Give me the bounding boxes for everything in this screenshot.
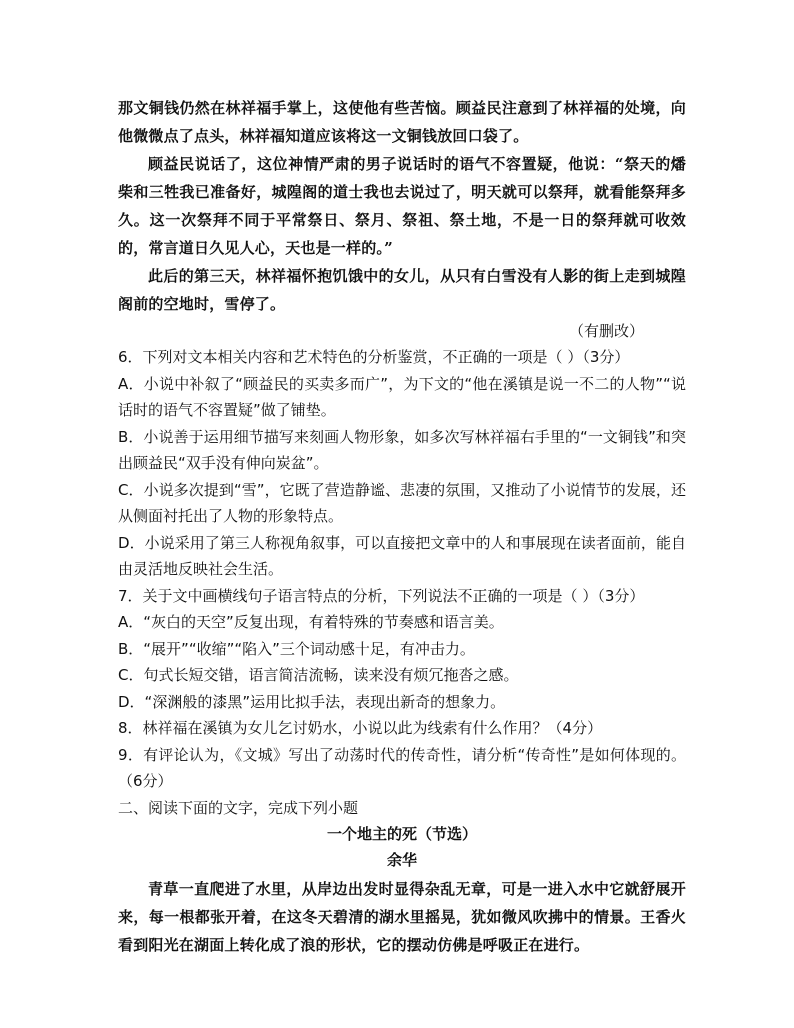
story-author: 余华 [386, 851, 417, 869]
passage1-paragraph-1: 那文铜钱仍然在林祥福手掌上，这使他有些苦恼。顾益民注意到了林祥福的处境，向他微微点了点头，林祥福知道应该将这一文铜钱放回口袋了。 [118, 99, 686, 145]
question-7-option-a: A．“灰白的天空”反复出现，有着特殊的节奏感和语言美。 [118, 613, 504, 631]
source-note: （有删改） [568, 322, 644, 340]
question-9: 9．有评论认为，《文城》写出了动荡时代的传奇性，请分析“传奇性”是如何体现的。（6分） [118, 745, 686, 790]
question-7-stem: 7．关于文中画横线句子语言特点的分析，下列说法不正确的一项是（ ）（3分） [118, 586, 645, 605]
question-6-option-b: B．小说善于运用细节描写来刻画人物形象，如多次写林祥福右手里的“一文铜钱”和突出顾益民“双手没有伸向炭盆”。 [118, 427, 686, 472]
question-6 [118, 344, 686, 583]
passage1-paragraph-2: 顾益民说话了，这位神情严肃的男子说话时的语气不容置疑，他说：“祭天的燔柴和三牲我已准备好，城隍阁的道士我也去说过了，明天就可以祭拜，就看能祭拜多久。这一次祭拜不同于平常祭日、祭月、祭祖、祭土地，不是一日的祭拜就可收效的，常言道日久见人心，天也是一样的。” [118, 155, 686, 257]
passage1-paragraph-3: 此后的第三天，林祥福怀抱饥饿中的女儿，从只有白雪没有人影的街上走到城隍阁前的空地时，雪停了。 [118, 267, 686, 313]
question-7-option-d: D．“深渊般的漆黑”运用比拟手法，表现出新奇的想象力。 [118, 692, 506, 711]
question-6-stem: 6．下列对文本相关内容和艺术特色的分析鉴赏，不正确的一项是（ ）（3分） [118, 348, 630, 366]
exam-page [118, 94, 686, 959]
section-2-heading: 二、阅读下面的文字，完成下列小题 [118, 798, 359, 817]
story-title: 一个地主的死（节选） [326, 825, 477, 843]
question-7 [118, 583, 686, 716]
question-6-option-c: C．小说多次提到“雪”，它既了营造静谧、悲凄的氛围，又推动了小说情节的发展，还从侧面衬托出了人物的形象特点。 [118, 480, 686, 525]
question-7-option-b: B．“展开”“收缩”“陷入”三个词动感十足，有冲击力。 [118, 639, 475, 658]
story-paragraph: 青草一直爬进了水里，从岸边出发时显得杂乱无章，可是一进入水中它就舒展开来，每一根都张开着，在这冬天碧清的湖水里摇晃，犹如微风吹拂中的情景。王香火看到阳光在湖面上转化成了浪的形状，它的摆动仿佛是呼吸正在进行。 [118, 880, 686, 954]
question-6-option-d: D．小说采用了第三人称视角叙事，可以直接把文章中的人和事展现在读者面前，能自由灵活地反映社会生活。 [118, 533, 686, 578]
question-8: 8．林祥福在溪镇为女儿乞讨奶水，小说以此为线索有什么作用？（4分） [118, 719, 603, 737]
question-6-option-a: A．小说中补叙了“顾益民的买卖多而广”，为下文的“他在溪镇是说一不二的人物”“说话时的语气不容置疑”做了铺垫。 [118, 374, 686, 419]
question-7-option-c: C．句式长短交错，语言简洁流畅，读来没有烦冗拖沓之感。 [118, 666, 519, 684]
